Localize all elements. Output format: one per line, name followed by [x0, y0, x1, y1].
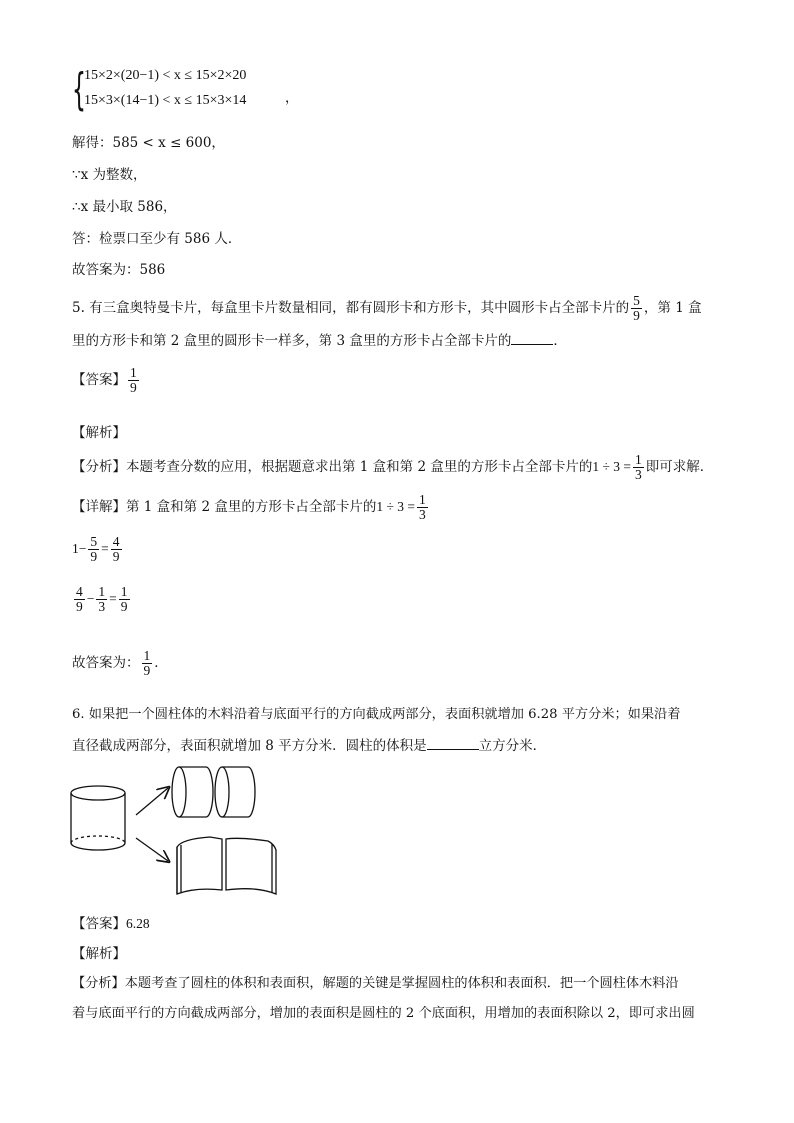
half-piece-right-icon — [226, 838, 276, 894]
because-line: ∵x 为整数， — [72, 167, 147, 183]
equals-sign: = — [109, 591, 117, 606]
frac-denominator: 3 — [98, 599, 106, 615]
q5-text-a: 5. 有三盒奥特曼卡片，每盒里卡片数量相同，都有圆形卡和方形卡，其中圆形卡占全部卡片的 — [72, 300, 630, 316]
frac-denominator: 3 — [419, 507, 426, 522]
final-text: 故答案为： — [72, 655, 140, 671]
frac-denominator: 9 — [76, 599, 83, 615]
answer-value: 6.28 — [126, 916, 150, 931]
frac-numerator: 5 — [633, 292, 640, 308]
cylinder-diagram — [60, 758, 300, 903]
system-eq-1: 15×2×(20−1) < x ≤ 15×2×20 — [84, 68, 247, 83]
frac-numerator: 1 — [419, 491, 426, 507]
q5-text-d: ． — [553, 333, 567, 349]
frac-numerator: 4 — [76, 584, 83, 600]
q5-analysis-label: 【解析】 — [72, 425, 126, 441]
arrow-down-icon — [136, 838, 168, 861]
fenxi-fraction — [633, 453, 644, 482]
xiangjie-text: 第 1 盒和第 2 盒里的方形卡占全部卡片的 — [126, 499, 377, 515]
q5-text-b: ，第 1 盒 — [643, 300, 702, 316]
equals-sign: = — [101, 541, 109, 556]
frac-denominator: 3 — [635, 467, 642, 482]
step1-frac-b — [111, 535, 122, 564]
q5-fenxi — [72, 447, 713, 487]
q5-step-2 — [72, 579, 132, 619]
system-eq-2: 15×3×(14−1) < x ≤ 15×3×14 — [84, 93, 247, 108]
frac-numerator: 1 — [98, 584, 106, 600]
step2-frac-b — [96, 585, 107, 614]
frac-numerator: 1 — [120, 584, 128, 600]
therefore-line: ∴x 最小取 586， — [72, 199, 177, 215]
frac-denominator: 9 — [90, 549, 98, 565]
q6-answer — [72, 912, 150, 932]
cut-piece-left-icon — [172, 767, 213, 817]
whole-cylinder-icon — [71, 786, 125, 850]
q5-line-1 — [72, 288, 702, 328]
frac-denominator: 9 — [120, 599, 128, 615]
frac-numerator: 1 — [635, 451, 642, 467]
answer-label: 【答案】 — [72, 916, 126, 932]
q5-xiangjie — [72, 487, 430, 527]
q6-fenxi-line-2: 着与底面平行的方向截成两部分，增加的表面积是圆柱的 2 个底面积，用增加的表面积除以 2，即可求出圆 — [72, 1006, 695, 1021]
answer-fraction — [128, 366, 139, 395]
q6-line-2 — [72, 734, 546, 754]
step1-frac-a — [88, 535, 99, 564]
q5-fraction — [631, 294, 642, 323]
q6-analysis-label: 【解析】 — [72, 946, 126, 962]
fenxi-expr: 1 ÷ 3 = — [592, 459, 631, 474]
q5-step-1 — [72, 529, 124, 569]
half-piece-left-icon — [177, 837, 222, 894]
step2-frac-c — [119, 585, 130, 614]
step2-frac-a — [74, 585, 85, 614]
frac-numerator: 5 — [90, 534, 98, 550]
q6-text-a: 直径截成两部分，表面积就增加 8 平方分米．圆柱的体积是 — [72, 738, 427, 754]
answer-blank — [427, 748, 479, 750]
system-trail: ， — [285, 90, 299, 106]
xiangjie-fraction — [417, 493, 428, 522]
q5-answer — [72, 360, 141, 400]
answer-line: 答：检票口至少有 586 人． — [72, 231, 242, 247]
frac-numerator: 1 — [130, 364, 137, 380]
final-answer-line: 故答案为：586 — [72, 262, 166, 278]
q6-line-1: 6. 如果把一个圆柱体的木料沿着与底面平行的方向截成两部分，表面积就增加 6.28 平方分米；如果沿着 — [72, 707, 681, 722]
arrow-up-icon — [136, 788, 168, 815]
fenxi-text-1: 本题考查了圆柱的体积和表面积，解题的关键是掌握圆柱的体积和表面积．把一个圆柱体木料沿 — [124, 976, 679, 991]
xiangjie-expr: 1 ÷ 3 = — [376, 499, 415, 514]
solve-line: 解得：585 < x ≤ 600， — [72, 135, 225, 151]
frac-numerator: 1 — [143, 647, 151, 663]
frac-denominator: 9 — [130, 380, 137, 395]
frac-numerator: 4 — [112, 534, 120, 550]
q6-text-b: 立方分米． — [478, 738, 547, 754]
fenxi-end: 即可求解． — [645, 459, 714, 475]
brace-symbol: { — [72, 64, 86, 115]
q5-text-c: 里的方形卡和第 2 盒里的圆形卡一样多，第 3 盒里的方形卡占全部卡片的 — [72, 333, 512, 349]
q6-fenxi-line-1 — [72, 972, 679, 991]
fenxi-label: 【分析】 — [72, 976, 125, 991]
fenxi-label: 【分析】 — [72, 459, 126, 475]
q5-final — [72, 643, 168, 683]
xiangjie-label: 【详解】 — [72, 499, 126, 515]
frac-denominator: 9 — [143, 663, 151, 678]
minus-sign: − — [86, 591, 95, 606]
frac-denominator: 9 — [112, 549, 120, 565]
final-period: ． — [154, 655, 168, 671]
answer-blank — [511, 343, 553, 345]
answer-label: 【答案】 — [72, 372, 126, 388]
final-fraction — [142, 649, 153, 678]
q5-line-2 — [72, 329, 567, 349]
step1-prefix: 1− — [72, 541, 87, 556]
fenxi-text: 本题考查分数的应用，根据题意求出第 1 盒和第 2 盒里的方形卡占全部卡片的 — [126, 459, 593, 475]
frac-denominator: 9 — [633, 308, 640, 323]
cut-piece-right-icon — [215, 767, 255, 817]
